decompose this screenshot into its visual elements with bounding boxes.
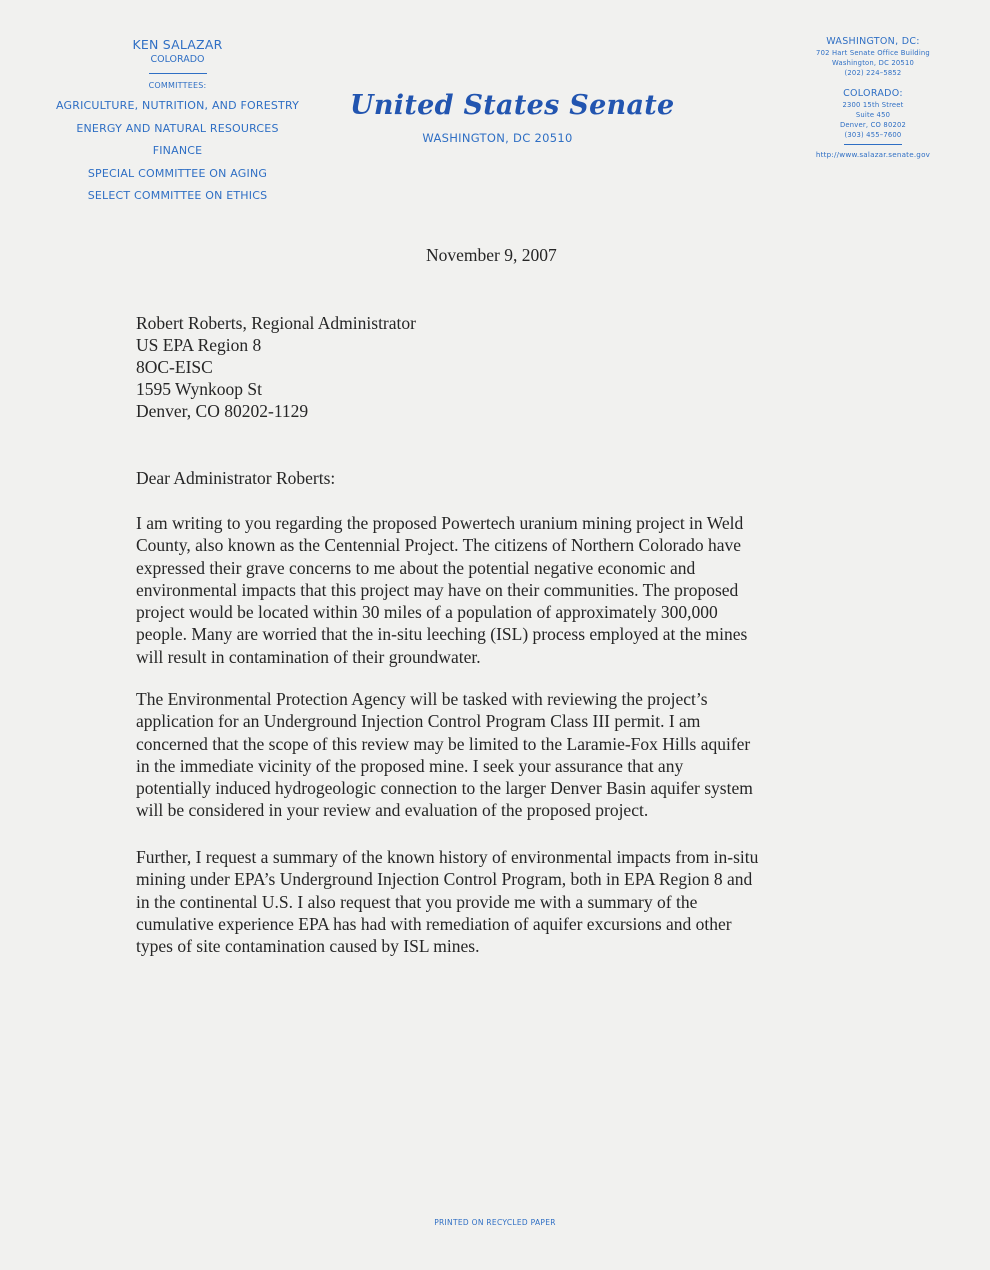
committee-item: FINANCE <box>152 144 203 157</box>
address-line: Denver, CO 80202-1129 <box>136 401 309 421</box>
text-line: The Environmental Protection Agency will be tasked with reviewing the project’s <box>136 689 708 709</box>
text-line: mining under EPA’s Underground Injection Control Program, both in EPA Region 8 and <box>136 869 753 890</box>
committee-item: ENERGY AND NATURAL RESOURCES <box>76 121 279 135</box>
committee-item: AGRICULTURE, NUTRITION, AND FORESTRY <box>55 99 300 112</box>
text-line: types of site contamination caused by ISL mines. <box>136 936 480 957</box>
senator-state: COLORADO <box>150 54 205 65</box>
address-line: US EPA Region 8 <box>136 335 262 355</box>
text-line: application for an Underground Injection Control Program Class III permit. I am <box>136 711 701 732</box>
recycled-paper-note: PRINTED ON RECYCLED PAPER <box>434 1218 556 1227</box>
text-line: in the continental U.S. I also request that you provide me with a summary of the <box>136 891 698 912</box>
co-office-line: 2300 15th Street <box>842 101 904 109</box>
body-paragraph <box>136 688 836 822</box>
text-line: will result in contamination of their groundwater. <box>136 646 481 667</box>
co-office-line: Suite 450 <box>855 111 891 119</box>
text-line: concerned that the scope of this review may be limited to the Laramie-Fox Hills aquifer <box>136 733 751 754</box>
text-line: cumulative experience EPA has had with remediation of aquifer excursions and other <box>136 913 732 934</box>
dc-office-line: 702 Hart Senate Office Building <box>816 49 930 57</box>
salutation: Dear Administrator Roberts: <box>136 468 336 488</box>
body-paragraph <box>136 846 836 957</box>
divider <box>844 144 902 145</box>
text-line: project would be located within 30 miles of a population of approximately 300,000 <box>136 602 718 623</box>
co-office-line: Denver, CO 80202 <box>839 121 907 129</box>
senate-title: United States Senate <box>350 90 675 121</box>
senate-city: WASHINGTON, DC 20510 <box>422 131 573 145</box>
recipient-address <box>136 312 416 422</box>
address-line: Robert Roberts, Regional Administrator <box>136 313 416 333</box>
dc-office-line: Washington, DC 20510 <box>831 59 915 67</box>
dc-office-line: (202) 224–5852 <box>844 69 902 77</box>
letterhead-left <box>40 37 315 208</box>
dc-office-label: WASHINGTON, DC: <box>826 36 920 47</box>
committee-item: SPECIAL COMMITTEE ON AGING <box>87 166 268 180</box>
letterhead-center <box>350 90 675 145</box>
text-line: will be considered in your review and evaluation of the proposed project. <box>136 800 649 821</box>
senator-name: KEN SALAZAR <box>132 37 223 52</box>
address-line: 8OC-EISC <box>136 357 213 377</box>
divider <box>149 73 207 74</box>
committees-label: COMMITTEES: <box>148 81 207 90</box>
address-line: 1595 Wynkoop St <box>136 379 262 399</box>
website-url: http://www.salazar.senate.gov <box>815 150 931 159</box>
co-office-line: (303) 455–7600 <box>844 131 902 139</box>
body-paragraph <box>136 512 836 668</box>
text-line: environmental impacts that this project may have on their communities. The proposed <box>136 579 739 600</box>
text-line: potentially induced hydrogeologic connection to the larger Denver Basin aquifer system <box>136 778 753 799</box>
text-line: Further, I request a summary of the known history of environmental impacts from in-situ <box>136 847 759 867</box>
text-line: people. Many are worried that the in-situ leeching (ISL) process employed at the mines <box>136 624 748 645</box>
text-line: in the immediate vicinity of the proposed mine. I seek your assurance that any <box>136 755 684 776</box>
text-line: County, also known as the Centennial Project. The citizens of Northern Colorado have <box>136 535 742 556</box>
committee-item: SELECT COMMITTEE ON ETHICS <box>87 189 268 202</box>
letterhead-offices <box>800 35 946 159</box>
letter-date: November 9, 2007 <box>426 245 557 265</box>
text-line: expressed their grave concerns to me about the potential negative economic and <box>136 557 696 578</box>
co-office-label: COLORADO: <box>843 88 903 99</box>
text-line: I am writing to you regarding the proposed Powertech uranium mining project in Weld <box>136 513 744 533</box>
